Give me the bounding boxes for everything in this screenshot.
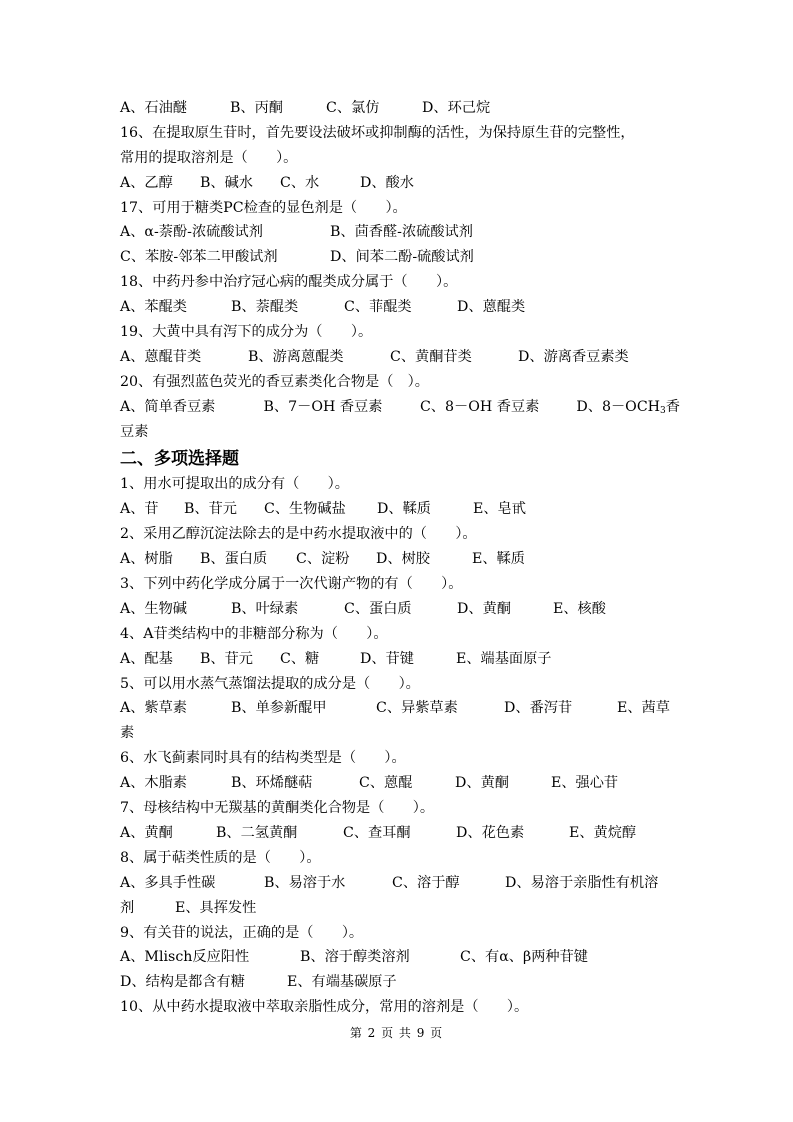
option-text: D、8－OCH: [576, 398, 661, 415]
answer-option: [344, 597, 457, 622]
question-text-line: 8、属于萜类性质的是（ ）。: [120, 849, 321, 866]
answer-option: [120, 497, 184, 522]
answer-option: [264, 871, 392, 896]
option-text: B、茴香醛-浓硫酸试剂: [330, 224, 473, 241]
options-line: [120, 597, 680, 622]
question-text-line: 19、大黄中具有泻下的成分为（ ）。: [120, 324, 373, 341]
options-line: [120, 970, 680, 995]
answer-option: [120, 896, 175, 921]
options-line: [120, 696, 680, 721]
option-text: B、丙酮: [230, 100, 283, 116]
answer-option: [200, 547, 296, 572]
option-text: D、鞣质: [377, 501, 431, 518]
answer-option: [216, 821, 343, 846]
option-text: E、强心苷: [551, 775, 619, 792]
answer-option: [120, 771, 231, 796]
answer-option: [280, 171, 360, 196]
answer-option: [120, 395, 264, 420]
option-text: D、番泻苷: [504, 700, 573, 717]
document-body: [120, 96, 680, 1020]
page-footer: 第 2 页 共 9 页: [349, 1026, 444, 1040]
answer-option: [422, 96, 490, 121]
option-text: A、苯醌类: [120, 299, 187, 316]
answer-option: [344, 295, 457, 320]
answer-option: [390, 345, 518, 370]
answer-option: [120, 295, 231, 320]
answer-option: [120, 945, 300, 970]
answer-option: [360, 171, 414, 196]
answer-option: [456, 821, 569, 846]
option-text: D、间苯二酚-硫酸试剂: [330, 249, 474, 266]
section-heading: 二、多项选择题: [120, 449, 239, 470]
option-text: A、生物碱: [120, 600, 187, 617]
answer-option: [376, 547, 472, 572]
options-line: [120, 896, 680, 921]
answer-option: [456, 647, 551, 672]
subscript: 3: [660, 405, 666, 416]
option-text: C、溶于醇: [392, 874, 460, 891]
question-text-line: 2、采用乙醇沉淀法除去的是中药水提取液中的（ ）。: [120, 526, 477, 543]
option-text: 剂: [120, 899, 135, 916]
answer-option: [120, 245, 330, 270]
answer-option: [472, 547, 525, 572]
options-line: [120, 771, 680, 796]
answer-option: [120, 597, 231, 622]
answer-option: [200, 171, 280, 196]
answer-option: [248, 345, 390, 370]
answer-option: [360, 647, 456, 672]
answer-option: [230, 96, 326, 121]
option-text: A、黄酮: [120, 824, 173, 841]
options-line: [120, 345, 680, 370]
option-text: B、碱水: [200, 174, 253, 191]
answer-option: [280, 647, 360, 672]
options-line: [120, 295, 680, 320]
answer-option: [330, 220, 473, 245]
option-text: A、配基: [120, 650, 173, 667]
option-text: B、蛋白质: [200, 551, 268, 568]
answer-option: [120, 547, 200, 572]
option-text: E、具挥发性: [175, 899, 257, 916]
option-text: D、树胶: [376, 551, 430, 568]
option-text: D、环己烷: [422, 100, 491, 116]
question-text-line: 3、下列中药化学成分属于一次代谢产物的有（ ）。: [120, 576, 463, 593]
answer-option: [460, 945, 588, 970]
options-line: [120, 647, 680, 672]
option-text: B、单参新醌甲: [231, 700, 327, 717]
options-line: [120, 871, 680, 896]
answer-option: [264, 497, 377, 522]
question-text-line: 9、有关苷的说法，正确的是（ ）。: [120, 924, 364, 941]
question-text-line: 18、中药丹参中治疗冠心病的醌类成分属于（ ）。: [120, 274, 458, 291]
option-text: C、黄酮苷类: [390, 348, 472, 365]
option-text: C、氯仿: [326, 100, 380, 116]
question-text-line: 1、用水可提取出的成分有（ ）。: [120, 476, 349, 493]
option-text: D、酸水: [360, 174, 414, 191]
answer-option: [231, 771, 359, 796]
answer-option: [264, 395, 420, 420]
answer-option: [392, 871, 505, 896]
answer-option: [455, 771, 551, 796]
answer-option: [120, 220, 330, 245]
answer-option: [120, 96, 230, 121]
question-text-line: 豆素: [120, 423, 149, 440]
option-text: A、蒽醌苷类: [120, 348, 202, 365]
options-line: [120, 171, 680, 196]
option-text: B、二氢黄酮: [216, 824, 298, 841]
answer-option: [330, 245, 474, 270]
answer-option: [120, 696, 231, 721]
option-text: E、鞣质: [472, 551, 525, 568]
question-text-line: 素: [120, 725, 135, 742]
option-text: C、有α、β两种苷键: [460, 949, 588, 966]
option-text: B、苷元: [184, 501, 237, 518]
option-text: C、糖: [280, 650, 320, 667]
option-text: A、Mlisch反应阳性: [120, 949, 250, 966]
question-text-line: 17、可用于糖类PC检查的显色剂是（ ）。: [120, 199, 407, 216]
option-text: A、紫草素: [120, 700, 187, 717]
option-text: B、环烯醚萜: [231, 775, 313, 792]
answer-option: [120, 821, 216, 846]
option-text: A、简单香豆素: [120, 398, 216, 415]
answer-option: [120, 647, 200, 672]
answer-option: [551, 771, 618, 796]
option-text: C、水: [280, 174, 320, 191]
answer-option: [576, 395, 680, 420]
answer-option: [457, 295, 525, 320]
options-line: [120, 96, 680, 121]
answer-option: [518, 345, 629, 370]
answer-option: [504, 696, 617, 721]
option-text: A、石油醚: [120, 100, 187, 116]
option-text: B、叶绿素: [231, 600, 299, 617]
option-text: D、黄酮: [457, 600, 511, 617]
options-line: [120, 245, 680, 270]
option-text: C、异紫草素: [376, 700, 458, 717]
option-text: A、乙醇: [120, 174, 173, 191]
option-text-tail: 香: [665, 398, 680, 415]
option-text: C、淀粉: [296, 551, 350, 568]
option-text: B、游离蒽醌类: [248, 348, 344, 365]
option-text: C、生物碱盐: [264, 501, 346, 518]
options-line: [120, 821, 680, 846]
option-text: A、苷: [120, 501, 159, 518]
options-line: [120, 395, 680, 420]
option-text: C、菲醌类: [344, 299, 412, 316]
option-text: D、游离香豆素类: [518, 348, 629, 365]
answer-option: [457, 597, 553, 622]
option-text: D、黄酮: [455, 775, 509, 792]
option-text: D、蒽醌类: [457, 299, 526, 316]
option-text: C、蛋白质: [344, 600, 412, 617]
answer-option: [343, 821, 456, 846]
answer-option: [184, 497, 264, 522]
question-text-line: 16、在提取原生苷时，首先要设法破坏或抑制酶的活性，为保持原生苷的完整性，: [120, 124, 635, 141]
option-text: D、结构是都含有糖: [120, 974, 245, 991]
option-text: C、苯胺-邻苯二甲酸试剂: [120, 249, 278, 266]
answer-option: [175, 896, 256, 921]
question-text-line: 10、从中药水提取液中萃取亲脂性成分，常用的溶剂是（ ）。: [120, 999, 529, 1016]
answer-option: [376, 696, 504, 721]
option-text: D、花色素: [456, 824, 525, 841]
question-text-line: 7、母核结构中无羰基的黄酮类化合物是（ ）。: [120, 800, 435, 817]
answer-option: [420, 395, 576, 420]
option-text: B、7－OH 香豆素: [263, 398, 383, 415]
answer-option: [300, 945, 460, 970]
answer-option: [553, 597, 606, 622]
option-text: C、8－OH 香豆素: [419, 398, 540, 415]
option-text: B、苷元: [200, 650, 253, 667]
option-text: E、核酸: [553, 600, 606, 617]
question-text-line: 20、有强烈蓝色荧光的香豆素类化合物是（ ）。: [120, 373, 429, 390]
answer-option: [120, 970, 287, 995]
option-text: C、查耳酮: [343, 824, 411, 841]
options-line: [120, 945, 680, 970]
question-text-line: 5、可以用水蒸气蒸馏法提取的成分是（ ）。: [120, 675, 420, 692]
answer-option: [200, 647, 280, 672]
answer-option: [505, 871, 658, 896]
options-line: [120, 220, 680, 245]
answer-option: [231, 597, 344, 622]
answer-option: [231, 696, 376, 721]
options-line: [120, 497, 680, 522]
question-text-line: 常用的提取溶剂是（ ）。: [120, 149, 298, 166]
option-text: A、木脂素: [120, 775, 187, 792]
option-text: A、多具手性碳: [120, 874, 216, 891]
answer-option: [296, 547, 376, 572]
option-text: E、皂甙: [473, 501, 526, 518]
answer-option: [473, 497, 526, 522]
option-text: B、易溶于水: [264, 874, 346, 891]
answer-option: [617, 696, 670, 721]
answer-option: [120, 171, 200, 196]
answer-option: [287, 970, 397, 995]
option-text: E、有端基碳原子: [287, 974, 397, 991]
option-text: D、易溶于亲脂性有机溶: [505, 874, 659, 891]
option-text: B、溶于醇类溶剂: [300, 949, 410, 966]
answer-option: [377, 497, 473, 522]
answer-option: [231, 295, 344, 320]
option-text: A、α-萘酚-浓硫酸试剂: [120, 224, 263, 241]
option-text: E、端基面原子: [456, 650, 552, 667]
option-text: E、茜草: [617, 700, 670, 717]
option-text: A、树脂: [120, 551, 173, 568]
answer-option: [120, 345, 248, 370]
answer-option: [326, 96, 422, 121]
option-text: C、蒽醌: [359, 775, 413, 792]
answer-option: [120, 871, 264, 896]
options-line: [120, 547, 680, 572]
question-text-line: 4、A苷类结构中的非糖部分称为（ ）。: [120, 625, 388, 642]
option-text: B、萘醌类: [231, 299, 299, 316]
answer-option: [359, 771, 455, 796]
option-text: D、苷键: [360, 650, 414, 667]
answer-option: [569, 821, 636, 846]
option-text: E、黄烷醇: [569, 824, 637, 841]
question-text-line: 6、水飞蓟素同时具有的结构类型是（ ）。: [120, 750, 406, 767]
